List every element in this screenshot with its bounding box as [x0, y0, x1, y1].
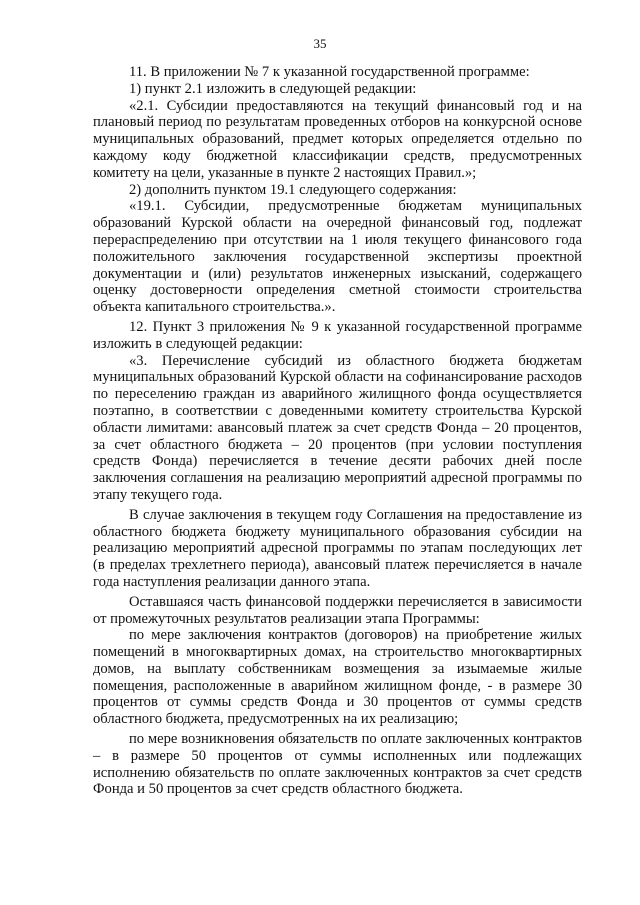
paragraph-clause-3: «3. Перечисление субсидий из областного бюджета бюджетам муниципальных образований Курской области на софинансирование расходов по переселению граждан из аварийного жилищного фонда осуществляется поэтапно, в соответствии с доведенными комитету строительства Курской области лимитами: авансовый платеж за счет средств Фонда – 20 процентов, за счет областного бюджета – 20 процентов (при условии поступления средств Фонда) перечисляется в течение десяти рабочих дней после заключения соглашения на реализацию мероприятий адресной программы по этапу текущего года.	[93, 352, 582, 503]
paragraph-clause-2-1: «2.1. Субсидии предоставляются на текущий финансовый год и на плановый период по результатам проведенных отборов на конкурсной основе муниципальных образований, предмет которых определяется отдельно по каждому коду бюджетной классификации средств, предусмотренных комитету на цели, указанные в пункте 2 настоящих Правил.»;	[93, 97, 582, 181]
paragraph-remaining-support: Оставшаяся часть финансовой поддержки перечисляется в зависимости от промежуточных результатов реализации этапа Программы:	[93, 593, 582, 627]
paragraph-contracts-conclusion: по мере заключения контрактов (договоров) на приобретение жилых помещений в многоквартирных домах, на строительство многоквартирных домов, на выплату собственникам возмещения за изымаемые жилые помещения, расположенные в аварийном жилищном фонде, - в размере 30 процентов от суммы средств Фонда и 30 процентов от суммы средств областного бюджета, предусмотренных на их реализацию;	[93, 627, 582, 728]
paragraph-subitem-1: 1) пункт 2.1 изложить в следующей редакции:	[129, 80, 417, 97]
paragraph-subitem-2: 2) дополнить пунктом 19.1 следующего содержания:	[129, 181, 457, 198]
paragraph-clause-19-1: «19.1. Субсидии, предусмотренные бюджетам муниципальных образований Курской области на очередной финансовый год, подлежат перераспределению при отсутствии на 1 июля текущего финансового года положительного заключения государственной экспертизы проектной документации и (или) результатов инженерных изысканий, содержащего оценку достоверности определения сметной стоимости строительства объекта капитального строительства.».	[93, 198, 582, 316]
page-number: 35	[313, 36, 327, 51]
paragraph-current-year-agreement: В случае заключения в текущем году Соглашения на предоставление из областного бюджета бюджету муниципального образования субсидии на реализацию мероприятий адресной программы по этапам последующих лет (в пределах трехлетнего периода), авансовый платеж перечисляется в начале года наступления реализации данного этапа.	[93, 506, 582, 590]
paragraph-item-12: 12. Пункт 3 приложения № 9 к указанной государственной программе изложить в следующей редакции:	[93, 318, 582, 352]
paragraph-obligations-arising: по мере возникновения обязательств по оплате заключенных контрактов – в размере 50 процентов от суммы исполненных или подлежащих исполнению обязательств по оплате заключенных контрактов за счет средств Фонда и 50 процентов за счет средств областного бюджета.	[93, 731, 582, 798]
document-body	[93, 64, 582, 798]
paragraph-item-11: 11. В приложении № 7 к указанной государственной программе:	[129, 64, 530, 80]
